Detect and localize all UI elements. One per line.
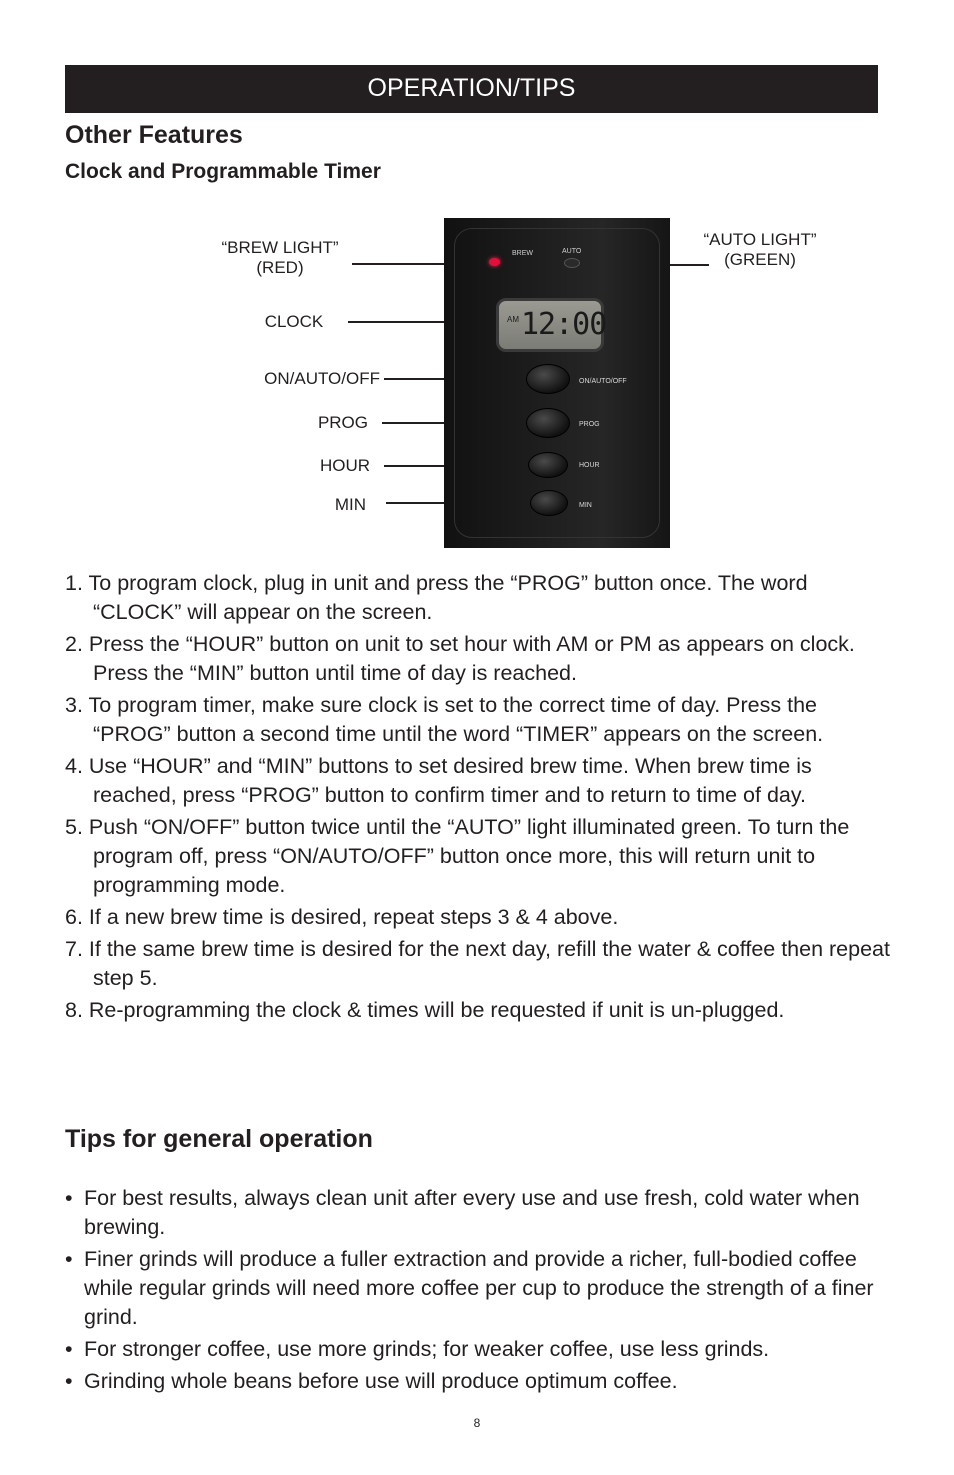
callout-on-auto-off: ON/AUTO/OFF: [264, 369, 380, 388]
on-auto-off-button-label: ON/AUTO/OFF: [579, 378, 627, 385]
min-button[interactable]: [530, 490, 568, 516]
auto-light-label: AUTO: [562, 248, 582, 255]
control-panel-diagram: [0, 210, 954, 555]
auto-light-indicator: [564, 258, 580, 268]
on-auto-off-button[interactable]: [526, 364, 570, 394]
programming-steps-list: [65, 569, 895, 1028]
tip-text: For best results, always clean unit after every use and use fresh, cold water when brewing.: [84, 1186, 860, 1239]
hour-button[interactable]: [528, 452, 568, 478]
page-number: 8: [473, 1416, 481, 1430]
callout-min: MIN: [334, 495, 366, 514]
section-banner: [65, 65, 878, 113]
step-item: 3. To program timer, make sure clock is set to the correct time of day. Press the “PROG” button a second time until the word “TIMER” appears on the screen.: [65, 693, 824, 746]
bullet-icon: •: [65, 1369, 73, 1393]
tip-item: [65, 1184, 895, 1242]
callout-clock: CLOCK: [264, 312, 324, 331]
callout-auto-light-line2: (GREEN): [724, 250, 796, 269]
tip-text: Finer grinds will produce a fuller extraction and provide a richer, full-bodied coffee while regular grinds will need more coffee per cup to produce the strength of a finer grind.: [84, 1247, 874, 1329]
bullet-icon: •: [65, 1186, 73, 1210]
step-item: 1. To program clock, plug in unit and press the “PROG” button once. The word “CLOCK” will appear on the screen.: [65, 571, 808, 624]
bullet-icon: •: [65, 1337, 73, 1361]
callout-brew-light-line1: “BREW LIGHT”: [221, 238, 339, 257]
step-item: 7. If the same brew time is desired for the next day, refill the water & coffee then repeat step 5.: [65, 937, 890, 990]
display-time: 12:00: [521, 307, 607, 342]
display-am-indicator: AM: [507, 315, 519, 324]
step-item: 5. Push “ON/OFF” button twice until the “AUTO” light illuminated green. To turn the program off, press “ON/AUTO/OFF” button once more, this will return unit to programming mode.: [65, 815, 850, 897]
brew-light-label: BREW: [512, 250, 533, 257]
min-button-label: MIN: [579, 502, 592, 509]
step-item: 8. Re-programming the clock & times will be requested if unit is un-plugged.: [65, 998, 785, 1022]
heading-other-features: Other Features: [65, 121, 243, 149]
tips-list: [65, 1184, 895, 1399]
clock-display: [496, 298, 607, 352]
callout-brew-light: [200, 238, 360, 278]
heading-tips: Tips for general operation: [65, 1125, 373, 1153]
tip-text: For stronger coffee, use more grinds; for weaker coffee, use less grinds.: [84, 1337, 770, 1361]
hour-button-label: HOUR: [579, 462, 600, 469]
tip-text: Grinding whole beans before use will produce optimum coffee.: [84, 1369, 678, 1393]
step-item: 6. If a new brew time is desired, repeat steps 3 & 4 above.: [65, 905, 619, 929]
heading-clock-timer: Clock and Programmable Timer: [65, 160, 381, 183]
step-item: 2. Press the “HOUR” button on unit to set hour with AM or PM as appears on clock. Press the “MIN” button until time of day is reached.: [65, 632, 855, 685]
brew-light-indicator: [489, 258, 500, 266]
prog-button[interactable]: [526, 408, 570, 438]
section-title: OPERATION/TIPS: [367, 74, 576, 102]
bullet-icon: •: [65, 1247, 73, 1271]
tip-item: [65, 1245, 895, 1332]
callout-hour: HOUR: [319, 456, 370, 475]
callout-auto-light-line1: “AUTO LIGHT”: [703, 230, 817, 249]
tip-item: [65, 1335, 895, 1364]
coffee-maker-control-panel: [444, 218, 670, 548]
prog-button-label: PROG: [579, 421, 600, 428]
callout-brew-light-line2: (RED): [256, 258, 304, 277]
tip-item: [65, 1367, 895, 1396]
callout-prog: PROG: [317, 413, 368, 432]
step-item: 4. Use “HOUR” and “MIN” buttons to set desired brew time. When brew time is reached, press “PROG” button to confirm timer and to return to time of day.: [65, 754, 812, 807]
